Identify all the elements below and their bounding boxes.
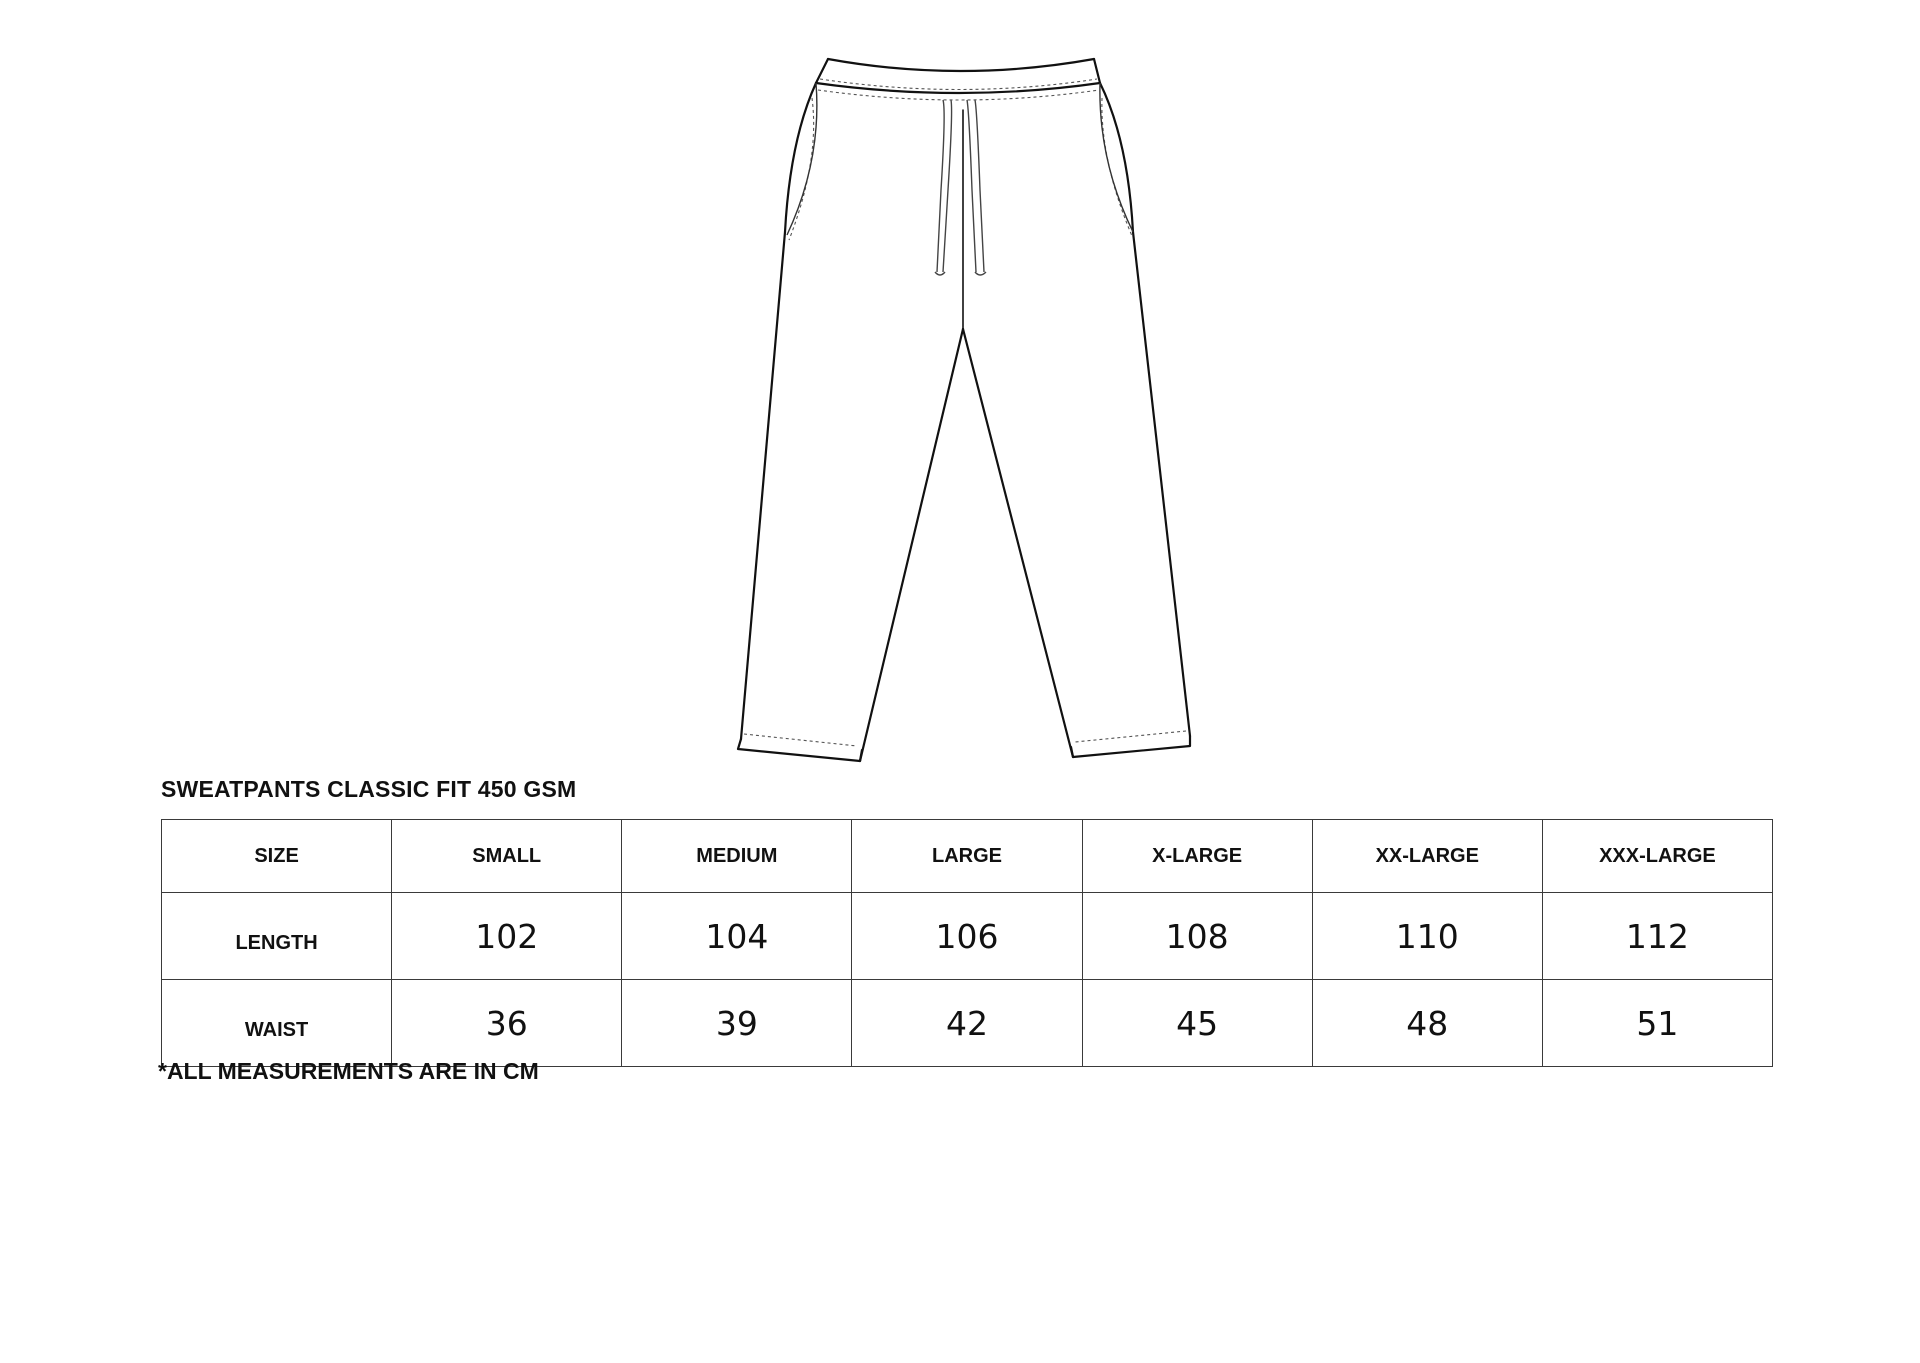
- waist-small: 36: [392, 980, 622, 1067]
- row-label-length: LENGTH: [162, 893, 392, 980]
- table-row-waist: [162, 980, 1773, 1067]
- length-large: 106: [852, 893, 1082, 980]
- size-chart-table: [161, 819, 1773, 1067]
- waist-xxx-large: 51: [1542, 980, 1772, 1067]
- header-size-medium: MEDIUM: [622, 820, 852, 893]
- row-label-waist: WAIST: [162, 980, 392, 1067]
- header-size-xx-large: XX-LARGE: [1312, 820, 1542, 893]
- header-size-small: SMALL: [392, 820, 622, 893]
- header-size-label: SIZE: [162, 820, 392, 893]
- header-size-x-large: X-LARGE: [1082, 820, 1312, 893]
- measurement-footnote: *ALL MEASUREMENTS ARE IN CM: [158, 1058, 539, 1084]
- length-x-large: 108: [1082, 893, 1312, 980]
- length-medium: 104: [622, 893, 852, 980]
- waist-large: 42: [852, 980, 1082, 1067]
- length-small: 102: [392, 893, 622, 980]
- length-xx-large: 110: [1312, 893, 1542, 980]
- waist-medium: 39: [622, 980, 852, 1067]
- waist-xx-large: 48: [1312, 980, 1542, 1067]
- table-row-length: [162, 893, 1773, 980]
- length-xxx-large: 112: [1542, 893, 1772, 980]
- waist-x-large: 45: [1082, 980, 1312, 1067]
- header-size-large: LARGE: [852, 820, 1082, 893]
- table-header-row: [162, 820, 1773, 893]
- header-size-xxx-large: XXX-LARGE: [1542, 820, 1772, 893]
- chart-title: SWEATPANTS CLASSIC FIT 450 GSM: [161, 776, 577, 802]
